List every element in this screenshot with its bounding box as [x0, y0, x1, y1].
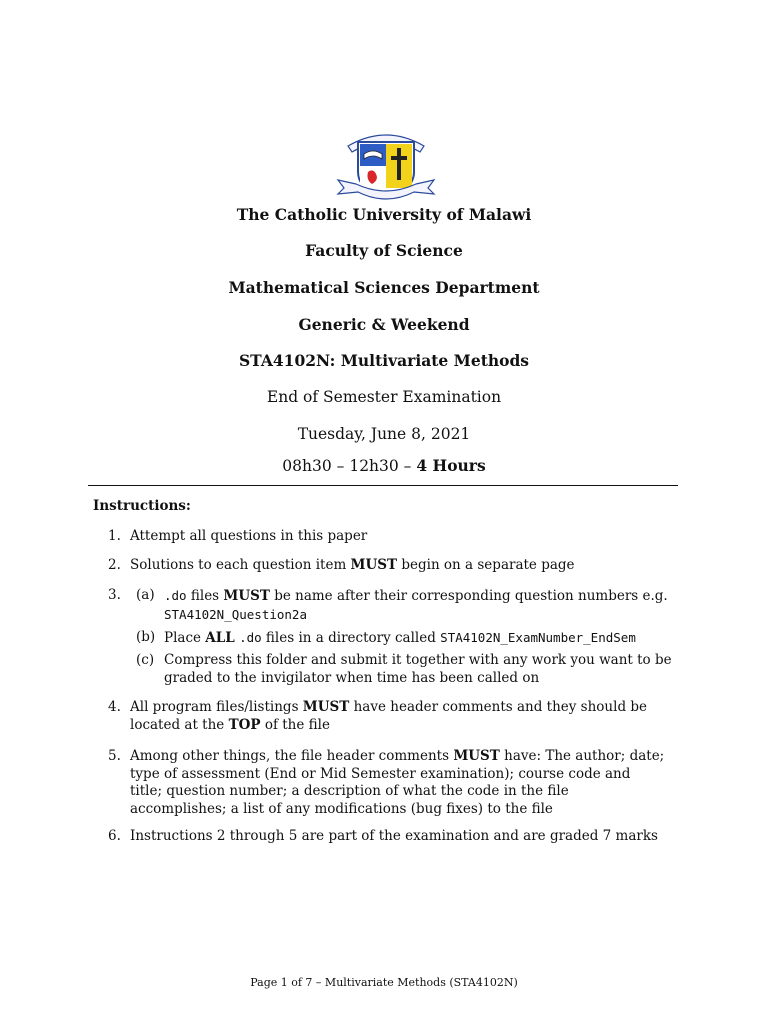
sub-item-label: (a): [136, 587, 155, 603]
faculty-name: Faculty of Science: [305, 241, 463, 260]
university-crest-logo: [336, 128, 436, 200]
exam-title: End of Semester Examination: [266, 388, 502, 406]
horizontal-divider: [88, 485, 678, 486]
item-number: 6.: [108, 828, 121, 844]
item-number: 5.: [108, 748, 121, 764]
sub-item-text: Compress this folder and submit it together with any work you want to be graded to the invigilator when time has been called on: [164, 652, 672, 686]
item-text: Instructions 2 through 5 are part of the examination and are graded 7 marks: [130, 828, 658, 844]
item-text: All program files/listings MUST have header comments and they should be located at the TOP of the file: [130, 699, 648, 733]
item-text: Among other things, the file header comments MUST have: The author; date; type of assessment (End or Mid Semester examination); course code and title; question number; a description of what the code in the file accomplishes; a list of any modifications (bug fixes) to the file: [130, 748, 665, 817]
page-footer: Page 1 of 7 – Multivariate Methods (STA4102N): [250, 976, 518, 989]
sub-item-text: Place ALL .do files in a directory called STA4102N_ExamNumber_EndSem: [164, 630, 636, 646]
course-title: STA4102N: Multivariate Methods: [238, 351, 530, 370]
instructions-heading: Instructions:: [93, 498, 191, 514]
exam-time-range: 08h30 – 12h30 –: [282, 457, 417, 475]
item-text: Solutions to each question item MUST begin on a separate page: [130, 557, 575, 573]
sub-item-text: .do files MUST be name after their corresponding question numbers e.g. STA4102N_Question2a: [164, 588, 668, 622]
programme-name: Generic & Weekend: [298, 315, 470, 334]
item-text: Attempt all questions in this paper: [130, 528, 368, 544]
sub-item-label: (c): [136, 652, 155, 668]
exam-duration: 4 Hours: [416, 456, 486, 475]
department-name: Mathematical Sciences Department: [228, 278, 540, 297]
item-number: 1.: [108, 528, 121, 544]
sub-item-label: (b): [136, 629, 156, 645]
exam-date: Tuesday, June 8, 2021: [297, 425, 471, 443]
university-name: The Catholic University of Malawi: [236, 205, 532, 224]
exam-time: [0, 456, 768, 476]
item-number: 4.: [108, 699, 121, 715]
item-number: 3.: [108, 587, 121, 603]
item-number: 2.: [108, 557, 121, 573]
